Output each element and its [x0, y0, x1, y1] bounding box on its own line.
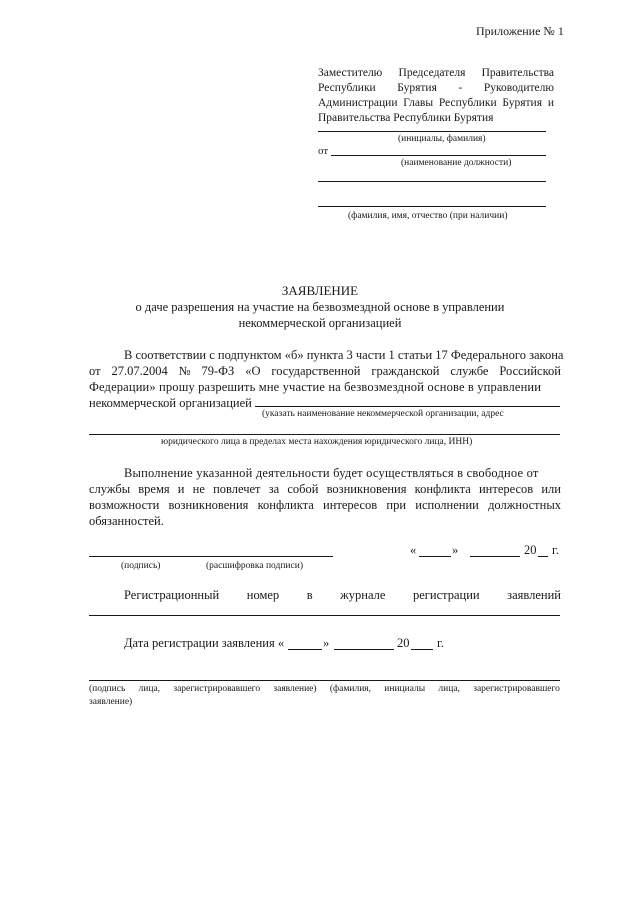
para2-line-2-word: возникновения: [326, 482, 407, 496]
registrar-signature-line[interactable]: [89, 680, 560, 681]
addressee-line-3: [318, 97, 554, 109]
para1-line-2-word: №: [178, 364, 191, 378]
registration-label-word: в: [306, 588, 313, 602]
para2-line-2-word: не: [192, 482, 205, 496]
document-subtitle-line-2: некоммерческой организацией: [238, 316, 402, 330]
registration-label-word: номер: [246, 588, 280, 602]
para2-line-2-word: повлечет: [213, 482, 261, 496]
para2-line-2-word: интересов: [478, 482, 534, 496]
signature-caption: (подпись): [121, 561, 161, 571]
para2-line-3-word: должностных: [488, 498, 561, 512]
addressee-line-3-word: Бурятия: [502, 97, 542, 109]
signature-day-field[interactable]: [419, 556, 451, 557]
para1-line-2-word: службе: [450, 364, 489, 378]
para1-line-3: Федерации» прошу разрешить мне участие на безвозмездной основе в управлении: [89, 380, 542, 394]
para2-line-1: Выполнение указанной деятельности будет осуществляться в свободное от: [124, 466, 539, 480]
para2-line-3: [89, 498, 561, 513]
signature-decode-caption: (расшифровка подписи): [206, 561, 303, 571]
para1-line-2-word: от: [89, 364, 101, 378]
para2-line-3-word: интересов: [323, 498, 378, 512]
para1-line-2-word: государственной: [271, 364, 361, 378]
addressee-line-3-word: и: [547, 97, 554, 109]
addressee-line-1: [318, 67, 554, 79]
registration-number-field[interactable]: [89, 615, 560, 616]
para2-line-2-word: конфликта: [414, 482, 471, 496]
addressee-line-1-word: Правительства: [481, 67, 554, 79]
para2-line-2-word: за: [268, 482, 280, 496]
registrar-caption-line-2: заявление): [89, 697, 133, 707]
registrar-caption-word: лица,: [438, 684, 460, 694]
para2-line-2-word: и: [177, 482, 185, 496]
registration-month-field[interactable]: [334, 649, 394, 650]
registrar-caption-word: (подпись: [89, 684, 126, 694]
registrar-caption-word: зарегистрировавшего: [173, 684, 261, 694]
signature-year-prefix: 20: [524, 543, 537, 557]
signature-month-field[interactable]: [470, 556, 520, 557]
position-extra-line[interactable]: [318, 181, 546, 182]
para1-line-2-word: 27.07.2004: [111, 364, 168, 378]
addressee-line-4: Правительства Республики Бурятия: [318, 112, 494, 124]
addressee-line-2: [318, 82, 554, 94]
para2-line-2-word: или: [541, 482, 561, 496]
registration-year-field[interactable]: [411, 649, 433, 650]
para2-line-3-word: исполнении: [415, 498, 479, 512]
para2-line-3-word: конфликта: [257, 498, 314, 512]
addressee-line-1-word: Председателя: [398, 67, 466, 79]
signature-date-open-quote: «: [410, 543, 417, 557]
addressee-line-2-word: Республики: [318, 82, 376, 94]
organization-caption-2: юридического лица в пределах места нахождения юридического лица, ИНН): [161, 437, 473, 447]
addressee-line-3-word: Администрации: [318, 97, 398, 109]
para1-line-2-word: Российской: [499, 364, 561, 378]
registration-number-label: [124, 588, 561, 603]
registrar-caption-word: зарегистрировавшего: [473, 684, 560, 694]
registrar-caption-word: инициалы: [384, 684, 426, 694]
para2-line-4: обязанностей.: [89, 514, 164, 528]
para1-line-2-word: 79-ФЗ: [201, 364, 235, 378]
organization-field-line[interactable]: [255, 406, 560, 407]
registrar-caption-word: лица,: [138, 684, 161, 694]
registrar-caption-word: (фамилия,: [329, 684, 372, 694]
addressee-line-2-word: -: [458, 82, 463, 94]
para2-line-3-word: при: [386, 498, 407, 512]
para1-line-1: В соответствии с подпунктом «б» пункта 3 части 1 статьи 17 Федерального закона: [124, 348, 564, 362]
registrar-caption-word: заявление): [273, 684, 317, 694]
initials-field-line[interactable]: [318, 131, 546, 132]
addressee-line-3-word: Республики: [438, 97, 497, 109]
addressee-line-2-word: Бурятия: [397, 82, 437, 94]
para2-line-2-word: службы: [89, 482, 131, 496]
document-subtitle-line-1: о даче разрешения на участие на безвозмездной основе в управлении: [135, 300, 505, 314]
registration-year-suffix: г.: [437, 636, 444, 650]
registration-label-word: журнале: [340, 588, 386, 602]
para1-line-2: [89, 364, 561, 379]
organization-field-line-2[interactable]: [89, 434, 560, 435]
para2-line-2: [89, 482, 561, 497]
organization-caption-1: (указать наименование некоммерческой организации, адрес: [262, 409, 504, 419]
registration-label-word: Регистрационный: [124, 588, 220, 602]
registration-label-word: регистрации: [412, 588, 480, 602]
signature-year-field[interactable]: [538, 556, 548, 557]
para2-line-2-word: время: [138, 482, 170, 496]
registration-year-prefix: 20: [397, 636, 410, 650]
from-label: от: [318, 145, 329, 157]
para2-line-2-word: собой: [287, 482, 319, 496]
signature-field-line[interactable]: [89, 556, 333, 557]
fullname-caption: (фамилия, имя, отчество (при наличии): [348, 211, 508, 221]
addressee-line-3-word: Главы: [403, 97, 434, 109]
registrar-caption-line-1: [89, 684, 560, 694]
initials-caption: (инициалы, фамилия): [398, 134, 486, 144]
document-title: ЗАЯВЛЕНИЕ: [281, 283, 359, 298]
position-caption: (наименование должности): [401, 158, 512, 168]
position-field-line[interactable]: [331, 155, 546, 156]
registration-date-label: Дата регистрации заявления «: [124, 636, 285, 650]
para1-line-2-word: «О: [245, 364, 261, 378]
para1-line-2-word: гражданской: [371, 364, 440, 378]
registration-date-close-quote: »: [323, 636, 330, 650]
addressee-line-1-word: Заместителю: [318, 67, 383, 79]
registration-label-word: заявлений: [507, 588, 561, 602]
para2-line-3-word: возможности: [89, 498, 160, 512]
signature-year-suffix: г.: [552, 543, 559, 557]
appendix-label: Приложение № 1: [476, 24, 564, 38]
fullname-field-line[interactable]: [318, 206, 546, 207]
para2-line-3-word: возникновения: [168, 498, 249, 512]
para1-line-4: некоммерческой организацией: [89, 396, 252, 410]
signature-date-close-quote: »: [452, 543, 459, 557]
registration-day-field[interactable]: [288, 649, 322, 650]
addressee-line-2-word: Руководителю: [483, 82, 554, 94]
